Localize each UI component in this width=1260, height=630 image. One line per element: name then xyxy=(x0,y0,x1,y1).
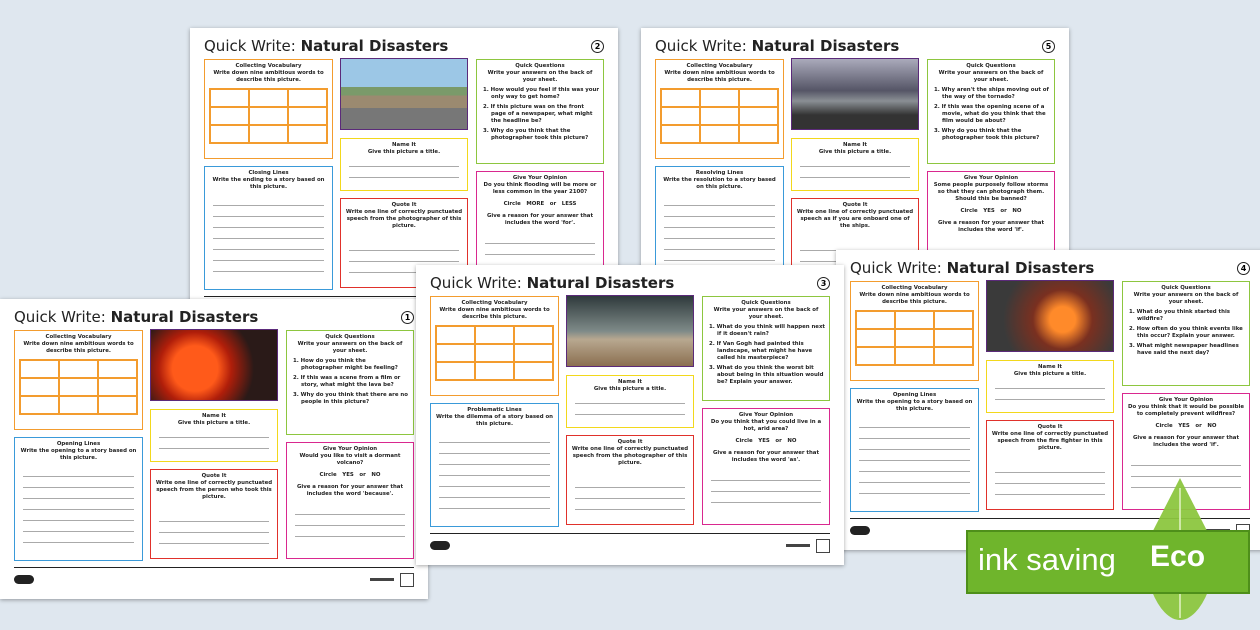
box-heading: Closing Lines xyxy=(248,170,289,176)
vocab-cell[interactable] xyxy=(475,344,514,362)
quote-it-box xyxy=(986,420,1114,510)
vocab-cell[interactable] xyxy=(20,378,59,396)
spacer xyxy=(991,452,1109,462)
question-list xyxy=(707,324,825,386)
twinkl-logo xyxy=(14,575,34,584)
vocab-cell[interactable] xyxy=(98,396,137,414)
answer-line[interactable] xyxy=(439,454,550,465)
quote-it-box xyxy=(150,469,278,559)
answer-line[interactable] xyxy=(23,499,134,510)
box-instruction: Write down nine ambitious words to describe this picture. xyxy=(664,70,775,83)
box-heading: Resolving Lines xyxy=(695,170,744,176)
circle-choice: Circle YES or NO xyxy=(1155,423,1217,429)
box-instruction: Some people purposely follow storms so that they can photograph them. Should this be banned? xyxy=(933,182,1049,202)
vocab-cell[interactable] xyxy=(739,89,778,107)
box-heading: Quick Questions xyxy=(1161,285,1211,291)
answer-line[interactable] xyxy=(23,532,134,543)
vocab-cell[interactable] xyxy=(895,329,934,347)
answer-line[interactable] xyxy=(159,522,269,533)
vocab-cell[interactable] xyxy=(59,360,98,378)
answer-line[interactable] xyxy=(859,417,970,428)
answer-line[interactable] xyxy=(159,533,269,544)
reason-instruction: Give a reason for your answer that includes the word 'if'. xyxy=(1132,435,1240,448)
answer-line[interactable] xyxy=(159,511,269,522)
box-instruction: Write your answers on the back of your sheet. xyxy=(297,341,403,354)
vocab-cell[interactable] xyxy=(514,326,553,344)
vocab-cell[interactable] xyxy=(288,89,327,107)
worksheet-title xyxy=(430,274,674,292)
vocabulary-box xyxy=(850,281,979,381)
circle-choice: Circle YES or NO xyxy=(960,208,1022,214)
vocab-cell[interactable] xyxy=(288,107,327,125)
name-it-box xyxy=(340,138,468,191)
box-heading: Quote It xyxy=(842,202,868,208)
vocabulary-box xyxy=(430,296,559,396)
answer-line[interactable] xyxy=(439,443,550,454)
box-heading: Name It xyxy=(202,413,226,419)
vocab-cell[interactable] xyxy=(661,89,700,107)
vocab-cell[interactable] xyxy=(249,125,288,143)
footer-divider xyxy=(14,567,414,568)
footer-url xyxy=(786,544,810,547)
name-it-box xyxy=(986,360,1114,413)
question-item: 3. Why do you think that the photographer took this picture? xyxy=(934,128,1040,141)
sheet-number: 1 xyxy=(401,311,414,324)
box-instruction: Write the dilemma of a story based on this picture. xyxy=(436,414,553,427)
box-instruction: Write down nine ambitious words to describe this picture. xyxy=(213,70,324,83)
answer-line[interactable] xyxy=(711,481,821,492)
spacer xyxy=(155,501,273,511)
box-instruction: Do you think that you could live in a hot, arid area? xyxy=(710,419,822,432)
answer-line[interactable] xyxy=(349,240,459,251)
box-heading: Opening Lines xyxy=(892,392,937,398)
box-heading: Quote It xyxy=(1037,424,1063,430)
box-heading: Give Your Opinion xyxy=(738,412,794,418)
box-heading: Quote It xyxy=(391,202,417,208)
box-heading: Name It xyxy=(843,142,867,148)
answer-line[interactable] xyxy=(213,261,324,272)
sheet-number: 5 xyxy=(1042,40,1055,53)
vocab-cell[interactable] xyxy=(59,396,98,414)
vocab-cell[interactable] xyxy=(700,107,739,125)
vocab-cell[interactable] xyxy=(59,378,98,396)
worksheet-1 xyxy=(0,299,428,599)
circle-choice: Circle YES or NO xyxy=(735,438,797,444)
answer-line[interactable] xyxy=(995,484,1105,495)
box-instruction: Write one line of correctly punctuated speech from the fire fighter in this picture. xyxy=(991,431,1109,451)
answer-line[interactable] xyxy=(349,167,459,178)
quote-it-box xyxy=(566,435,694,525)
worksheet-title xyxy=(655,37,899,55)
vocabulary-grid xyxy=(435,325,554,381)
box-heading: Give Your Opinion xyxy=(1158,397,1214,403)
vocab-cell[interactable] xyxy=(249,107,288,125)
box-instruction: Give this picture a title. xyxy=(593,386,667,392)
title-main: Natural Disasters xyxy=(526,274,675,292)
worksheet-4 xyxy=(836,250,1260,550)
answer-line[interactable] xyxy=(859,461,970,472)
box-instruction: Write the ending to a story based on this picture. xyxy=(212,177,325,190)
lines-box xyxy=(430,403,559,527)
disaster-photo xyxy=(986,280,1114,352)
vocab-cell[interactable] xyxy=(895,347,934,365)
answer-line[interactable] xyxy=(1131,466,1241,477)
vocab-cell[interactable] xyxy=(249,89,288,107)
vocab-cell[interactable] xyxy=(436,326,475,344)
box-heading: Quick Questions xyxy=(966,63,1016,69)
question-item: 1. Why aren't the ships moving out of the way of the tornado? xyxy=(934,87,1049,100)
vocab-cell[interactable] xyxy=(98,378,137,396)
box-heading: Collecting Vocabulary xyxy=(686,63,753,69)
answer-line[interactable] xyxy=(485,233,595,244)
box-instruction: Give this picture a title. xyxy=(1013,371,1087,377)
opinion-box xyxy=(702,408,830,525)
box-heading: Collecting Vocabulary xyxy=(461,300,528,306)
answer-line[interactable] xyxy=(349,251,459,262)
vocab-cell[interactable] xyxy=(934,347,973,365)
box-instruction: Do you think that it would be possible to completely prevent wildfires? xyxy=(1127,404,1245,417)
answer-line[interactable] xyxy=(1131,455,1241,466)
answer-line[interactable] xyxy=(213,195,324,206)
box-heading: Name It xyxy=(392,142,416,148)
question-item: 1. What do you think started this wildfire? xyxy=(1129,309,1231,322)
reason-instruction: Give a reason for your answer that includes the word 'because'. xyxy=(296,484,404,497)
disaster-photo xyxy=(566,295,694,367)
answer-line[interactable] xyxy=(213,206,324,217)
box-heading: Quick Questions xyxy=(325,334,375,340)
vocab-cell[interactable] xyxy=(856,329,895,347)
title-prefix: Quick Write: xyxy=(14,308,106,326)
reason-instruction: Give a reason for your answer that includes the word 'for'. xyxy=(486,213,594,226)
quick-questions-box xyxy=(476,59,604,164)
vocab-cell[interactable] xyxy=(475,326,514,344)
box-instruction: Write down nine ambitious words to describe this picture. xyxy=(23,341,134,354)
vocab-cell[interactable] xyxy=(856,311,895,329)
disaster-photo xyxy=(150,329,278,401)
badge-text: ink saving xyxy=(978,542,1116,577)
lines-box xyxy=(850,388,979,512)
opinion-box xyxy=(286,442,414,559)
question-list xyxy=(1127,309,1245,357)
vocabulary-grid xyxy=(855,310,974,366)
box-instruction: Give this picture a title. xyxy=(818,149,892,155)
question-item: 3. Why do you think that there are no people in this picture? xyxy=(293,392,408,405)
answer-line[interactable] xyxy=(664,228,775,239)
answer-line[interactable] xyxy=(859,472,970,483)
worksheet-3 xyxy=(416,265,844,565)
answer-line[interactable] xyxy=(23,521,134,532)
reason-instruction: Give a reason for your answer that includes the word 'if'. xyxy=(937,220,1045,233)
answer-line[interactable] xyxy=(439,498,550,509)
worksheet-title xyxy=(204,37,448,55)
box-heading: Give Your Opinion xyxy=(963,175,1019,181)
twinkl-logo xyxy=(430,541,450,550)
footer-url xyxy=(370,578,394,581)
answer-line[interactable] xyxy=(995,389,1105,400)
quick-questions-box xyxy=(286,330,414,435)
vocab-cell[interactable] xyxy=(934,311,973,329)
answer-line[interactable] xyxy=(23,466,134,477)
vocab-cell[interactable] xyxy=(934,329,973,347)
answer-line[interactable] xyxy=(575,477,685,488)
answer-line[interactable] xyxy=(859,450,970,461)
answer-line[interactable] xyxy=(439,476,550,487)
question-list xyxy=(932,87,1050,142)
name-it-box xyxy=(150,409,278,462)
box-instruction: Write your answers on the back of your sheet. xyxy=(713,307,819,320)
answer-line[interactable] xyxy=(213,217,324,228)
vocab-cell[interactable] xyxy=(210,125,249,143)
title-prefix: Quick Write: xyxy=(430,274,522,292)
answer-line[interactable] xyxy=(859,439,970,450)
box-instruction: Give this picture a title. xyxy=(367,149,441,155)
box-instruction: Write down nine ambitious words to describe this picture. xyxy=(859,292,970,305)
answer-line[interactable] xyxy=(295,515,405,526)
box-instruction: Write the opening to a story based on this picture. xyxy=(856,399,973,412)
question-item: 2. If this was the opening scene of a movie, what do you think that the film would be about? xyxy=(934,104,1046,124)
box-instruction: Write one line of correctly punctuated speech from the photographer of this picture. xyxy=(571,446,689,466)
vocab-cell[interactable] xyxy=(895,311,934,329)
answer-line[interactable] xyxy=(664,239,775,250)
vocabulary-box xyxy=(655,59,784,159)
title-prefix: Quick Write: xyxy=(204,37,296,55)
circle-choice: Circle YES or NO xyxy=(319,472,381,478)
answer-line[interactable] xyxy=(664,195,775,206)
box-heading: Quick Questions xyxy=(515,63,565,69)
title-main: Natural Disasters xyxy=(946,259,1095,277)
question-list xyxy=(291,358,409,406)
answer-line[interactable] xyxy=(439,432,550,443)
answer-line[interactable] xyxy=(711,470,821,481)
vocabulary-box xyxy=(14,330,143,430)
box-instruction: Would you like to visit a dormant volcano? xyxy=(299,453,401,466)
answer-line[interactable] xyxy=(575,499,685,510)
question-item: 1. What do you think will happen next if it doesn't rain? xyxy=(709,324,825,337)
eco-label: Eco xyxy=(1150,540,1206,573)
sheet-number: 2 xyxy=(591,40,604,53)
answer-line[interactable] xyxy=(995,462,1105,473)
vocabulary-box xyxy=(204,59,333,159)
box-heading: Quote It xyxy=(201,473,227,479)
answer-line[interactable] xyxy=(800,167,910,178)
answer-line[interactable] xyxy=(485,244,595,255)
box-instruction: Write one line of correctly punctuated speech from the photographer of this picture. xyxy=(345,209,463,229)
answer-line[interactable] xyxy=(1131,477,1241,488)
answer-line[interactable] xyxy=(575,488,685,499)
box-instruction: Write your answers on the back of your sheet. xyxy=(1133,292,1239,305)
reason-instruction: Give a reason for your answer that includes the word 'as'. xyxy=(712,450,820,463)
answer-line[interactable] xyxy=(439,465,550,476)
box-heading: Name It xyxy=(618,379,642,385)
question-item: 2. If this was a scene from a film or story, what might the lava be? xyxy=(293,375,401,388)
quality-stamp-icon xyxy=(400,573,414,587)
title-prefix: Quick Write: xyxy=(850,259,942,277)
box-instruction: Write the opening to a story based on this picture. xyxy=(20,448,137,461)
question-item: 2. If Van Gogh had painted this landscape, what might he have called his masterpiece? xyxy=(709,341,813,361)
vocab-cell[interactable] xyxy=(739,107,778,125)
title-main: Natural Disasters xyxy=(110,308,259,326)
answer-line[interactable] xyxy=(23,488,134,499)
answer-line[interactable] xyxy=(295,504,405,515)
question-item: 3. What might newspaper headlines have said the next day? xyxy=(1129,343,1239,356)
sheet-number: 4 xyxy=(1237,262,1250,275)
vocab-cell[interactable] xyxy=(661,125,700,143)
circle-choice: Circle MORE or LESS xyxy=(503,201,577,207)
answer-line[interactable] xyxy=(575,393,685,404)
spacer xyxy=(796,230,914,240)
vocab-cell[interactable] xyxy=(288,125,327,143)
answer-line[interactable] xyxy=(23,510,134,521)
answer-line[interactable] xyxy=(213,228,324,239)
twinkl-logo xyxy=(850,526,870,535)
vocabulary-grid xyxy=(19,359,138,415)
box-heading: Give Your Opinion xyxy=(512,175,568,181)
disaster-photo xyxy=(791,58,919,130)
answer-line[interactable] xyxy=(213,250,324,261)
vocab-cell[interactable] xyxy=(20,396,59,414)
answer-line[interactable] xyxy=(664,206,775,217)
answer-line[interactable] xyxy=(213,239,324,250)
name-it-box xyxy=(791,138,919,191)
vocab-cell[interactable] xyxy=(436,362,475,380)
spacer xyxy=(345,230,463,240)
answer-line[interactable] xyxy=(439,487,550,498)
box-instruction: Do you think flooding will be more or less common in the year 2100? xyxy=(483,182,597,195)
answer-line[interactable] xyxy=(664,250,775,261)
box-instruction: Write the resolution to a story based on this picture. xyxy=(663,177,776,190)
name-it-box xyxy=(566,375,694,428)
spacer xyxy=(571,467,689,477)
box-instruction: Write down nine ambitious words to describe this picture. xyxy=(439,307,550,320)
vocab-cell[interactable] xyxy=(98,360,137,378)
answer-line[interactable] xyxy=(859,428,970,439)
vocab-cell[interactable] xyxy=(739,125,778,143)
answer-line[interactable] xyxy=(575,404,685,415)
quick-questions-box xyxy=(927,59,1055,164)
question-item: 2. How often do you think events like this occur? Explain your answer. xyxy=(1129,326,1243,339)
question-item: 1. How do you think the photographer might be feeling? xyxy=(293,358,398,371)
vocabulary-grid xyxy=(660,88,779,144)
box-heading: Collecting Vocabulary xyxy=(235,63,302,69)
box-heading: Quick Questions xyxy=(741,300,791,306)
vocab-cell[interactable] xyxy=(514,362,553,380)
lines-box xyxy=(204,166,333,290)
answer-line[interactable] xyxy=(349,156,459,167)
answer-line[interactable] xyxy=(159,438,269,449)
vocab-cell[interactable] xyxy=(700,125,739,143)
vocab-cell[interactable] xyxy=(700,89,739,107)
question-item: 2. If this picture was on the front page of a newspaper, what might the headline be? xyxy=(483,104,593,124)
answer-line[interactable] xyxy=(800,156,910,167)
disaster-photo xyxy=(340,58,468,130)
title-main: Natural Disasters xyxy=(300,37,449,55)
box-instruction: Give this picture a title. xyxy=(177,420,251,426)
box-heading: Problematic Lines xyxy=(467,407,522,413)
question-item: 3. What do you think the worst bit about being in this situation would be? Explain your answer. xyxy=(709,365,824,385)
box-heading: Give Your Opinion xyxy=(322,446,378,452)
title-main: Natural Disasters xyxy=(751,37,900,55)
sheet-number: 3 xyxy=(817,277,830,290)
worksheet-title xyxy=(850,259,1094,277)
box-heading: Quote It xyxy=(617,439,643,445)
vocab-cell[interactable] xyxy=(20,360,59,378)
answer-line[interactable] xyxy=(995,378,1105,389)
answer-line[interactable] xyxy=(295,526,405,537)
footer-divider xyxy=(430,533,830,534)
vocab-cell[interactable] xyxy=(475,362,514,380)
lines-box xyxy=(14,437,143,561)
answer-line[interactable] xyxy=(859,483,970,494)
answer-line[interactable] xyxy=(711,492,821,503)
title-prefix: Quick Write: xyxy=(655,37,747,55)
vocab-cell[interactable] xyxy=(514,344,553,362)
answer-line[interactable] xyxy=(995,473,1105,484)
box-heading: Collecting Vocabulary xyxy=(881,285,948,291)
question-item: 1. How would you feel if this was your only way to get home? xyxy=(483,87,599,100)
vocabulary-grid xyxy=(209,88,328,144)
answer-line[interactable] xyxy=(23,477,134,488)
vocab-cell[interactable] xyxy=(210,107,249,125)
box-instruction: Write one line of correctly punctuated speech from the person who took this picture. xyxy=(155,480,273,500)
box-heading: Opening Lines xyxy=(56,441,101,447)
box-instruction: Write one line of correctly punctuated speech as if you are onboard one of the ships. xyxy=(796,209,914,229)
vocab-cell[interactable] xyxy=(436,344,475,362)
vocab-cell[interactable] xyxy=(856,347,895,365)
worksheet-title xyxy=(14,308,258,326)
box-instruction: Write your answers on the back of your sheet. xyxy=(938,70,1044,83)
box-heading: Collecting Vocabulary xyxy=(45,334,112,340)
question-list xyxy=(481,87,599,142)
quick-questions-box xyxy=(1122,281,1250,386)
vocab-cell[interactable] xyxy=(210,89,249,107)
vocab-cell[interactable] xyxy=(661,107,700,125)
answer-line[interactable] xyxy=(664,217,775,228)
quality-stamp-icon xyxy=(816,539,830,553)
box-instruction: Write your answers on the back of your sheet. xyxy=(487,70,593,83)
question-item: 3. Why do you think that the photographer took this picture? xyxy=(483,128,589,141)
ink-saving-badge xyxy=(966,530,1250,594)
answer-line[interactable] xyxy=(159,427,269,438)
box-heading: Name It xyxy=(1038,364,1062,370)
quick-questions-box xyxy=(702,296,830,401)
